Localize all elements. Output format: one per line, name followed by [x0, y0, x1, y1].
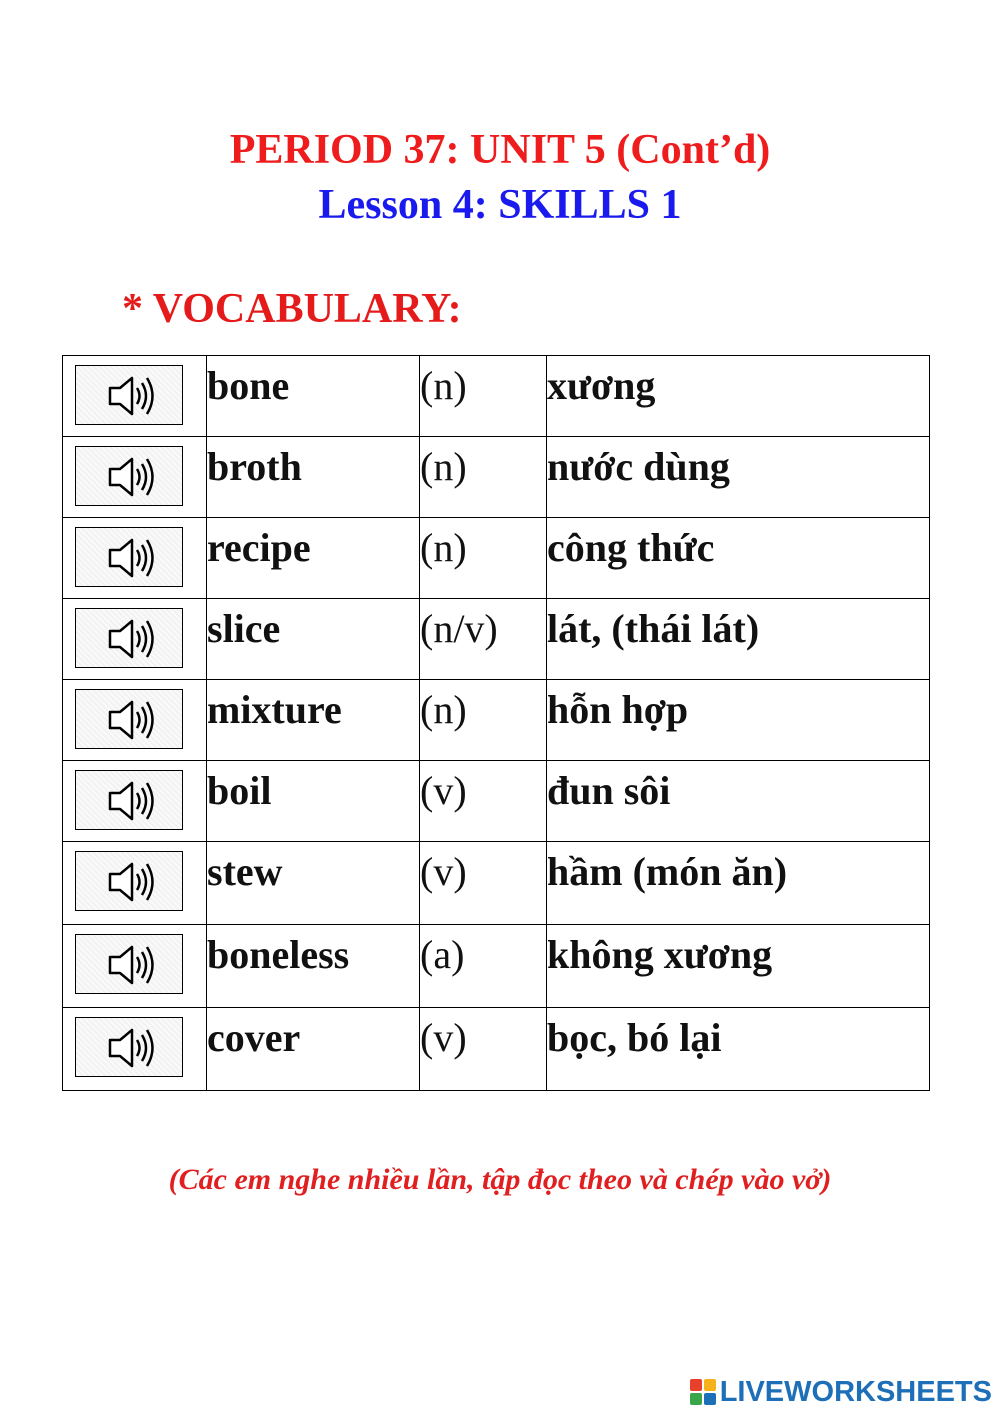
- play-audio-button[interactable]: [75, 770, 183, 830]
- vietnamese-meaning: bọc, bó lại: [547, 1015, 722, 1060]
- vocabulary-word: broth: [207, 444, 302, 489]
- pos-cell: [420, 925, 547, 1008]
- part-of-speech: (n): [420, 525, 467, 570]
- vocabulary-row: [63, 437, 930, 518]
- audio-cell: [63, 680, 207, 761]
- word-cell: [207, 680, 420, 761]
- play-audio-button[interactable]: [75, 689, 183, 749]
- meaning-cell: [547, 761, 930, 842]
- vocabulary-word: cover: [207, 1015, 301, 1060]
- vietnamese-meaning: xương: [547, 363, 656, 408]
- audio-cell: [63, 356, 207, 437]
- meaning-cell: [547, 599, 930, 680]
- vocabulary-word: stew: [207, 849, 283, 894]
- part-of-speech: (v): [420, 849, 467, 894]
- logo-mark-icon: [690, 1379, 716, 1405]
- lesson-title: Lesson 4: SKILLS 1: [318, 182, 682, 228]
- word-cell: [207, 761, 420, 842]
- logo-square: [690, 1379, 702, 1391]
- word-cell: [207, 599, 420, 680]
- audio-cell: [63, 925, 207, 1008]
- word-cell: [207, 518, 420, 599]
- pos-cell: [420, 518, 547, 599]
- vocabulary-word: bone: [207, 363, 290, 408]
- meaning-cell: [547, 925, 930, 1008]
- word-cell: [207, 437, 420, 518]
- vietnamese-meaning: hỗn hợp: [547, 687, 689, 732]
- vietnamese-meaning: đun sôi: [547, 768, 671, 813]
- word-cell: [207, 842, 420, 925]
- meaning-cell: [547, 518, 930, 599]
- instruction-note: (Các em nghe nhiều lần, tập đọc theo và chép vào vở): [168, 1163, 832, 1196]
- part-of-speech: (v): [420, 1015, 467, 1060]
- vocabulary-row: [63, 761, 930, 842]
- play-audio-button[interactable]: [75, 1017, 183, 1077]
- vocabulary-row: [63, 925, 930, 1008]
- vocabulary-row: [63, 599, 930, 680]
- part-of-speech: (n/v): [420, 606, 498, 651]
- pos-cell: [420, 680, 547, 761]
- vietnamese-meaning: công thức: [547, 525, 715, 570]
- part-of-speech: (a): [420, 932, 465, 977]
- vocabulary-word: recipe: [207, 525, 311, 570]
- logo-square: [704, 1379, 716, 1391]
- vietnamese-meaning: nước dùng: [547, 444, 730, 489]
- word-cell: [207, 356, 420, 437]
- pos-cell: [420, 356, 547, 437]
- vocabulary-word: boneless: [207, 932, 350, 977]
- play-audio-button[interactable]: [75, 934, 183, 994]
- vocabulary-row: [63, 518, 930, 599]
- liveworksheets-logo: [690, 1374, 992, 1410]
- audio-cell: [63, 518, 207, 599]
- vocabulary-table: [62, 355, 930, 1091]
- vocabulary-word: boil: [207, 768, 272, 813]
- play-audio-button[interactable]: [75, 608, 183, 668]
- vocabulary-row: [63, 1008, 930, 1091]
- pos-cell: [420, 599, 547, 680]
- meaning-cell: [547, 842, 930, 925]
- vocabulary-row: [63, 680, 930, 761]
- meaning-cell: [547, 1008, 930, 1091]
- pos-cell: [420, 1008, 547, 1091]
- pos-cell: [420, 437, 547, 518]
- meaning-cell: [547, 437, 930, 518]
- audio-cell: [63, 1008, 207, 1091]
- vocabulary-word: mixture: [207, 687, 342, 732]
- logo-square: [704, 1393, 716, 1405]
- meaning-cell: [547, 356, 930, 437]
- pos-cell: [420, 761, 547, 842]
- word-cell: [207, 925, 420, 1008]
- audio-cell: [63, 599, 207, 680]
- part-of-speech: (n): [420, 363, 467, 408]
- logo-text: LIVEWORKSHEETS: [719, 1375, 992, 1408]
- vocabulary-row: [63, 842, 930, 925]
- part-of-speech: (v): [420, 768, 467, 813]
- vietnamese-meaning: lát, (thái lát): [547, 606, 760, 651]
- logo-square: [690, 1393, 702, 1405]
- part-of-speech: (n): [420, 444, 467, 489]
- period-title: PERIOD 37: UNIT 5 (Cont’d): [229, 127, 771, 173]
- play-audio-button[interactable]: [75, 446, 183, 506]
- pos-cell: [420, 842, 547, 925]
- vocabulary-heading: * VOCABULARY:: [122, 286, 462, 332]
- play-audio-button[interactable]: [75, 527, 183, 587]
- vietnamese-meaning: hầm (món ăn): [547, 849, 788, 894]
- vocabulary-row: [63, 356, 930, 437]
- audio-cell: [63, 437, 207, 518]
- audio-cell: [63, 761, 207, 842]
- meaning-cell: [547, 680, 930, 761]
- part-of-speech: (n): [420, 687, 467, 732]
- audio-cell: [63, 842, 207, 925]
- play-audio-button[interactable]: [75, 851, 183, 911]
- play-audio-button[interactable]: [75, 365, 183, 425]
- vocabulary-word: slice: [207, 606, 281, 651]
- vietnamese-meaning: không xương: [547, 932, 773, 977]
- word-cell: [207, 1008, 420, 1091]
